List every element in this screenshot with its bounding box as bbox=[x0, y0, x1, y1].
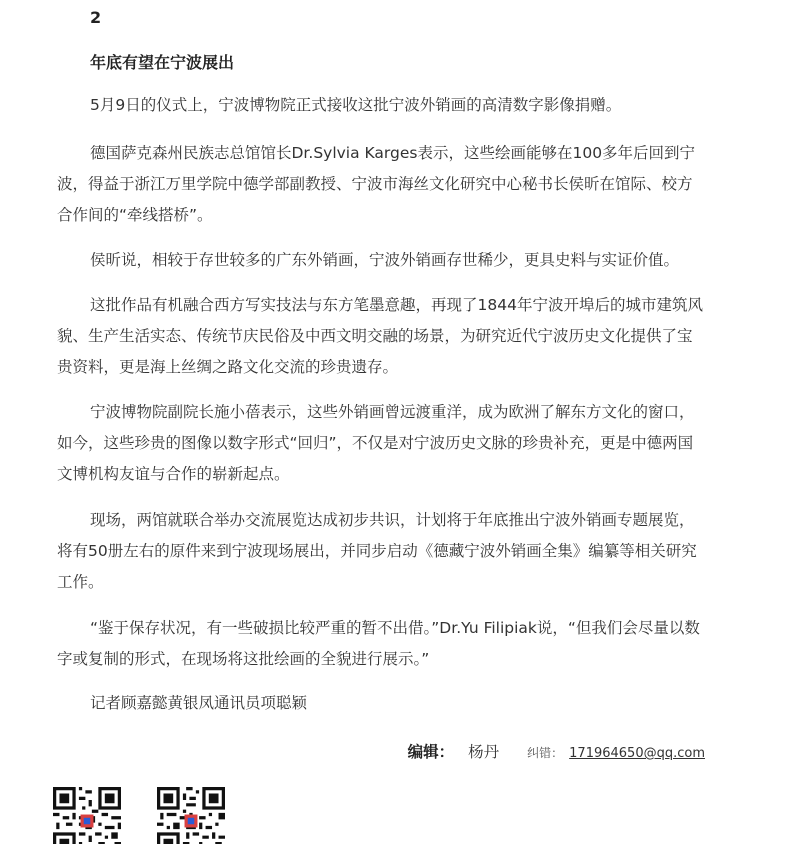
editor-name: 杨丹 bbox=[468, 743, 500, 761]
article-paragraph-1: 5月9日的仪式上，宁波博物院正式接收这批宁波外销画的高清数字影像捐赠。 bbox=[90, 96, 622, 114]
article-byline: 记者顾嘉懿黄银凤通讯员项聪颖 bbox=[90, 694, 308, 712]
section-number: 2 bbox=[90, 8, 102, 27]
article-paragraph-6: 现场，两馆就联合举办交流展览达成初步共识，计划将于年底推出宁波外销画专题展览，将有50册左右的原件来到宁波现场展出，并同步启动《德藏宁波外销画全集》编纂等相关研究工作。 bbox=[57, 511, 697, 591]
qr-code-icon[interactable] bbox=[53, 787, 121, 844]
article-paragraph-7: “鉴于保存状况，有一些破损比较严重的暂不出借。”Dr.Yu Filipiak说，“但我们会尽量以数字或复制的形式，在现场将这批绘画的全貌进行展示。” bbox=[57, 619, 700, 668]
article-paragraph-2: 德国萨克森州民族志总馆馆长Dr.Sylvia Karges表示，这些绘画能够在100多年后回到宁波，得益于浙江万里学院中德学部副教授、宁波市海丝文化研究中心秘书长侯昕在馆际、校方合作间的“牵线搭桥”。 bbox=[57, 144, 696, 224]
article-paragraph-4: 这批作品有机融合西方写实技法与东方笔墨意趣，再现了1844年宁波开埠后的城市建筑风貌、生产生活实态、传统节庆民俗及中西文明交融的场景，为研究近代宁波历史文化提供了宝贵资料，更是海上丝绸之路文化交流的珍贵遗存。 bbox=[57, 296, 703, 376]
article-paragraph-3: 侯昕说，相较于存世较多的广东外销画，宁波外销画存世稀少，更具史料与实证价值。 bbox=[90, 251, 680, 269]
section-subheading: 年底有望在宁波展出 bbox=[90, 53, 235, 72]
editor-label: 编辑： bbox=[407, 743, 455, 761]
qr-code-graphic-1 bbox=[53, 787, 121, 844]
article-paragraph-5: 宁波博物院副院长施小蓓表示，这些外销画曾远渡重洋，成为欧洲了解东方文化的窗口，如今，这些珍贵的图像以数字形式“回归”，不仅是对宁波历史文脉的珍贵补充，更是中德两国文博机构友谊与合作的崭新起点。 bbox=[57, 403, 695, 483]
correction-email-link[interactable]: 171964650@qq.com bbox=[569, 746, 705, 761]
qr-code-graphic-2 bbox=[157, 787, 225, 844]
editor-credit bbox=[408, 740, 705, 762]
qr-code-icon[interactable] bbox=[157, 787, 225, 844]
correction-label: 纠错： bbox=[527, 746, 564, 760]
